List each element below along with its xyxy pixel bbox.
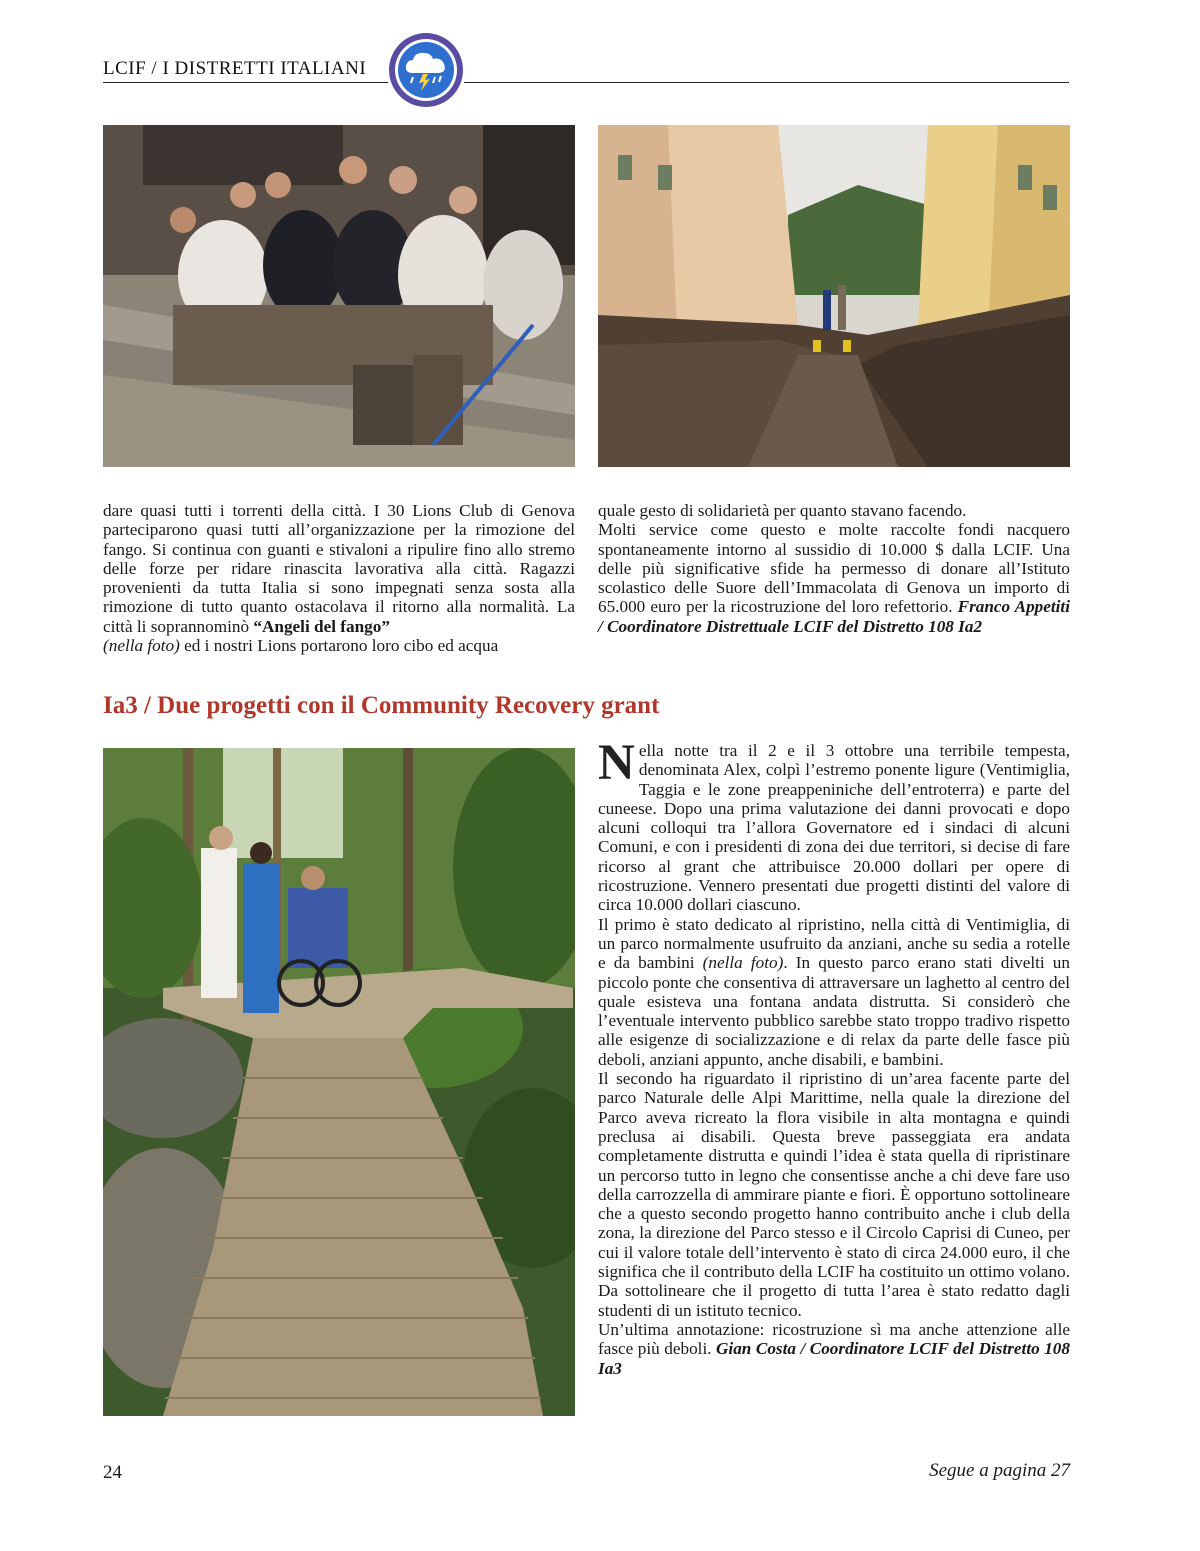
continue-note: Segue a pagina 27 bbox=[929, 1460, 1070, 1481]
storm-cloud-icon bbox=[386, 30, 466, 110]
article-paragraph: quale gesto di solidarietà per quanto stavano facendo. bbox=[598, 501, 967, 520]
author-signature: Franco Appetiti / Coordinatore Distrettuale LCIF del Distretto 108 Ia2 bbox=[598, 597, 1070, 636]
section-label: LCIF / I DISTRETTI ITALIANI bbox=[103, 58, 367, 79]
article-column-left bbox=[103, 501, 575, 655]
article-paragraph: Un’ultima annotazione: ricostruzione sì ma anche attenzione alle fasce più deboli. Gian Costa / Coordinatore LCIF del Distretto 108 Ia3 bbox=[598, 1319, 1070, 1378]
park-boardwalk-photo bbox=[103, 748, 575, 1416]
photo-reference: (nella foto) bbox=[103, 636, 180, 656]
photo-reference: (nella foto) bbox=[702, 953, 784, 973]
mud-volunteers-photo bbox=[103, 125, 575, 467]
article-paragraph: Nella notte tra il 2 e il 3 ottobre una terribile tempesta, denominata Alex, colpì l’estremo ponente ligure (Ventimiglia, Taggia e le zone preappeniniche dell’entroterra) e parte del cuneese. Dopo una prima valutazione dei danni provocati e dopo alcuni colloqui tra l’allora Governatore ed i sindaci di alcuni Comuni, e con i presidenti di zona dei due territori, si decise di fare ricorso al grant che attribuisce 20.000 dollari per opere di ricostruzione. Vennero presentati due progetti distinti del valore di circa 10.000 dollari ciascuno. bbox=[598, 735, 1070, 915]
page-number: 24 bbox=[103, 1462, 122, 1483]
article-paragraph: dare quasi tutti i torrenti della città. I 30 Lions Club di Genova parteciparono quasi tutti all’organizzazione per la rimozione del fango. Si continua con guanti e stivaloni a ripulire fino allo stremo delle forze per ridare rinascita lavorativa alla città. Ragazzi provenienti da tutta Italia si sono impegnati senza sosta alla rimozione di tutto quanto ostacolava il ritorno alla normalità. La città li soprannominò “Angeli del fango” (nella foto) ed i nostri Lions portarono loro cibo ed acqua bbox=[103, 501, 575, 656]
author-signature: Gian Costa / Coordinatore LCIF del Distretto 108 Ia3 bbox=[598, 1339, 1070, 1378]
article-paragraph: Il primo è stato dedicato al ripristino, nella città di Ventimiglia, di un parco normalmente usufruito da anziani, anche su sedia a rotelle e da bambini (nella foto). In questo parco erano stati divelti un piccolo ponte che consentiva di attraversare un laghetto al centro del quale esisteva una fontana andata distrutta. Si considerò che l’eventuale intervento pubblico sarebbe stato troppo tradivo rispetto alle esigenze di socializzazione e di relax da parte delle fasce più deboli, anziani appunto, anche disabili, e bambini. bbox=[598, 914, 1070, 1069]
section-title: Ia3 / Due progetti con il Community Recovery grant bbox=[103, 692, 660, 719]
header-rule bbox=[103, 82, 1069, 83]
drop-cap: N bbox=[598, 735, 635, 791]
article-paragraph: Molti service come questo e molte raccolte fondi nacquero spontaneamente intorno al sussidio di 10.000 $ dalla LCIF. Una delle più significative sfide ha permesso di donare all’Istituto scolastico delle Suore dell’Immacolata di Genova un importo di 65.000 euro per la ricostruzione del loro refettorio. Franco Appetiti / Coordinatore Distrettuale LCIF del Distretto 108 Ia2 bbox=[598, 520, 1070, 636]
article-column-right bbox=[598, 501, 1070, 636]
emphasis-bold: “Angeli del fango” bbox=[253, 616, 390, 636]
article-column-right-2 bbox=[598, 735, 1070, 1378]
article-paragraph: Il secondo ha riguardato il ripristino di un’area facente parte del parco Naturale delle Alpi Marittime, nella quale la direzione del Parco aveva ricreato la flora visibile in alta montagna e quindi preclusa ai disabili. Questa breve passeggiata era andata completamente distrutta e quindi l’idea è stata quella di ripristinare un percorso tutto in legno che consentisse anche a chi deve fare uso della carrozzella di ammirare piante e fiori. È opportuno sottolineare che a questo secondo progetto hanno contribuito anche i club della zona, la direzione del Parco stesso e il Circolo Caprisi di Cuneo, per cui il valore totale dell’intervento è stato di circa 24.000 euro, il che significa che il contributo della LCIF ha costituito un ottimo volano. Da sottolineare che il progetto di tutta l’area è stato redatto dagli studenti di un istituto tecnico. bbox=[598, 1069, 1070, 1320]
flooded-street-photo bbox=[598, 125, 1070, 467]
